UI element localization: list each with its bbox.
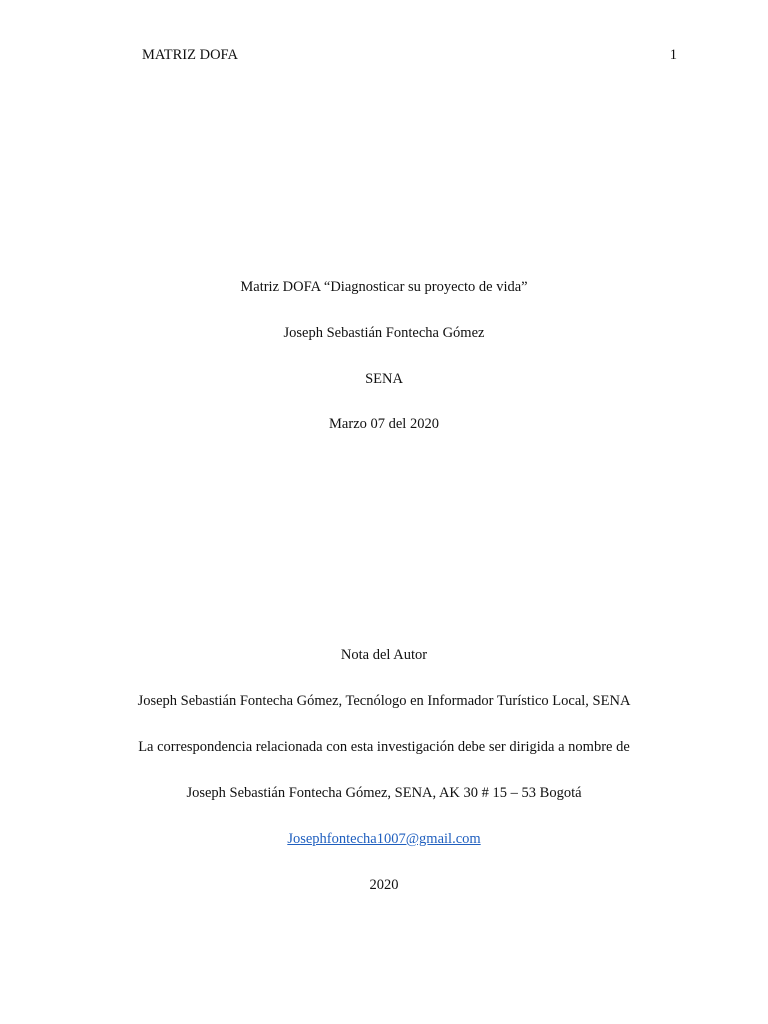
- email-line: [0, 830, 768, 848]
- document-date: Marzo 07 del 2020: [329, 416, 439, 432]
- email-link[interactable]: Josephfontecha1007@gmail.com: [287, 831, 481, 847]
- page-number: 1: [669, 47, 677, 63]
- author-note-heading: Nota del Autor: [340, 647, 428, 663]
- running-head: MATRIZ DOFA: [142, 47, 238, 63]
- note-year: 2020: [369, 877, 399, 893]
- author-affiliation: Joseph Sebastián Fontecha Gómez, Tecnólogo en Informador Turístico Local, SENA: [137, 693, 631, 709]
- institution: SENA: [365, 371, 403, 387]
- document-title: Matriz DOFA “Diagnosticar su proyecto de vida”: [240, 279, 528, 295]
- correspondence-line-2: Joseph Sebastián Fontecha Gómez, SENA, AK 30 # 15 – 53 Bogotá: [186, 785, 582, 801]
- correspondence-line-1: La correspondencia relacionada con esta investigación debe ser dirigida a nombre de: [138, 739, 630, 755]
- author-name: Joseph Sebastián Fontecha Gómez: [283, 325, 485, 341]
